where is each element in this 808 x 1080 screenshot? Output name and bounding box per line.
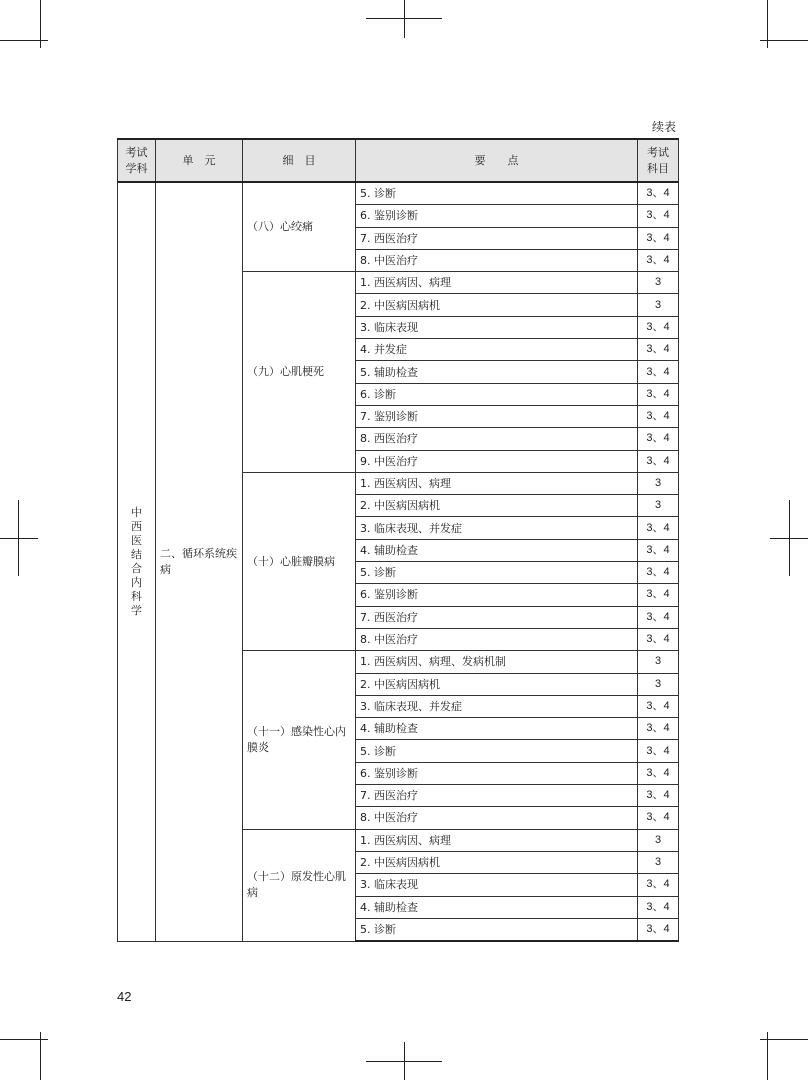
point-cell: 8. 西医治疗 xyxy=(356,428,638,450)
level-cell: 3、4 xyxy=(638,227,679,249)
header-level: 考试科目 xyxy=(638,139,679,182)
exam-outline-table xyxy=(117,138,679,942)
point-cell: 9. 中医治疗 xyxy=(356,450,638,472)
point-cell: 7. 西医治疗 xyxy=(356,606,638,628)
continuation-label: 续表 xyxy=(651,120,676,134)
level-cell: 3 xyxy=(638,272,679,294)
point-cell: 5. 诊断 xyxy=(356,562,638,584)
point-cell: 7. 西医治疗 xyxy=(356,227,638,249)
point-cell: 6. 鉴别诊断 xyxy=(356,762,638,784)
level-cell: 3、4 xyxy=(638,339,679,361)
header-points: 要 点 xyxy=(356,139,638,182)
point-cell: 1. 西医病因、病理 xyxy=(356,272,638,294)
level-cell: 3 xyxy=(638,651,679,673)
level-cell: 3、4 xyxy=(638,182,679,205)
point-cell: 4. 辅助检查 xyxy=(356,718,638,740)
table-header-row xyxy=(118,139,679,182)
level-cell: 3、4 xyxy=(638,918,679,941)
level-cell: 3、4 xyxy=(638,695,679,717)
point-cell: 8. 中医治疗 xyxy=(356,249,638,271)
point-cell: 8. 中医治疗 xyxy=(356,628,638,650)
level-cell: 3、4 xyxy=(638,405,679,427)
level-cell: 3、4 xyxy=(638,539,679,561)
point-cell: 1. 西医病因、病理、发病机制 xyxy=(356,651,638,673)
level-cell: 3、4 xyxy=(638,584,679,606)
point-cell: 1. 西医病因、病理 xyxy=(356,472,638,494)
item-cell: （十一）感染性心内膜炎 xyxy=(243,651,356,829)
level-cell: 3、4 xyxy=(638,807,679,829)
level-cell: 3 xyxy=(638,851,679,873)
unit-cell: 二、循环系统疾病 xyxy=(156,182,243,941)
level-cell: 3、4 xyxy=(638,562,679,584)
point-cell: 2. 中医病因病机 xyxy=(356,851,638,873)
point-cell: 2. 中医病因病机 xyxy=(356,495,638,517)
level-cell: 3、4 xyxy=(638,606,679,628)
subject-cell xyxy=(118,182,156,941)
point-cell: 4. 辅助检查 xyxy=(356,896,638,918)
point-cell: 2. 中医病因病机 xyxy=(356,294,638,316)
point-cell: 7. 鉴别诊断 xyxy=(356,405,638,427)
item-cell: （八）心绞痛 xyxy=(243,182,356,272)
point-cell: 5. 辅助检查 xyxy=(356,361,638,383)
point-cell: 6. 鉴别诊断 xyxy=(356,584,638,606)
level-cell: 3、4 xyxy=(638,205,679,227)
level-cell: 3、4 xyxy=(638,785,679,807)
point-cell: 6. 鉴别诊断 xyxy=(356,205,638,227)
level-cell: 3、4 xyxy=(638,316,679,338)
level-cell: 3 xyxy=(638,472,679,494)
table-body xyxy=(118,182,679,941)
level-cell: 3 xyxy=(638,829,679,851)
level-cell: 3 xyxy=(638,495,679,517)
point-cell: 5. 诊断 xyxy=(356,918,638,941)
point-cell: 5. 诊断 xyxy=(356,740,638,762)
point-cell: 4. 辅助检查 xyxy=(356,539,638,561)
table-row xyxy=(118,182,679,205)
level-cell: 3、4 xyxy=(638,896,679,918)
point-cell: 3. 临床表现 xyxy=(356,874,638,896)
page-number: 42 xyxy=(117,989,132,1004)
point-cell: 3. 临床表现、并发症 xyxy=(356,517,638,539)
level-cell: 3、4 xyxy=(638,361,679,383)
item-cell: （九）心肌梗死 xyxy=(243,272,356,473)
point-cell: 3. 临床表现、并发症 xyxy=(356,695,638,717)
level-cell: 3、4 xyxy=(638,718,679,740)
header-subject: 考试学科 xyxy=(118,139,156,182)
point-cell: 3. 临床表现 xyxy=(356,316,638,338)
level-cell: 3、4 xyxy=(638,450,679,472)
header-unit: 单 元 xyxy=(156,139,243,182)
level-cell: 3、4 xyxy=(638,249,679,271)
point-cell: 7. 西医治疗 xyxy=(356,785,638,807)
level-cell: 3 xyxy=(638,294,679,316)
header-item: 细 目 xyxy=(243,139,356,182)
level-cell: 3、4 xyxy=(638,740,679,762)
level-cell: 3、4 xyxy=(638,383,679,405)
level-cell: 3、4 xyxy=(638,874,679,896)
level-cell: 3、4 xyxy=(638,762,679,784)
subject-label: 中西医结合内科学 xyxy=(131,505,142,617)
level-cell: 3、4 xyxy=(638,628,679,650)
point-cell: 8. 中医治疗 xyxy=(356,807,638,829)
level-cell: 3 xyxy=(638,673,679,695)
point-cell: 4. 并发症 xyxy=(356,339,638,361)
level-cell: 3、4 xyxy=(638,428,679,450)
point-cell: 1. 西医病因、病理 xyxy=(356,829,638,851)
item-cell: （十二）原发性心肌病 xyxy=(243,829,356,941)
level-cell: 3、4 xyxy=(638,517,679,539)
point-cell: 5. 诊断 xyxy=(356,182,638,205)
point-cell: 2. 中医病因病机 xyxy=(356,673,638,695)
item-cell: （十）心脏瓣膜病 xyxy=(243,472,356,650)
point-cell: 6. 诊断 xyxy=(356,383,638,405)
